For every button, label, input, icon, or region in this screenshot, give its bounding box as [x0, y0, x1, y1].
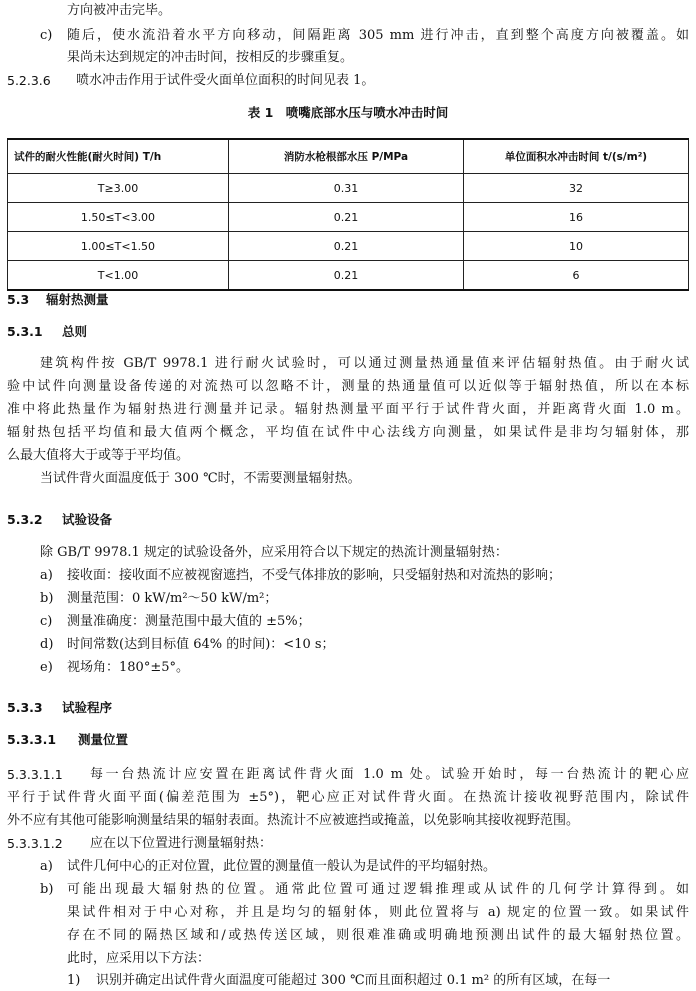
list-item: 接收面：接收面不应被视窗遮挡，不受气体排放的影响，只受辐射热和对流热的影响； — [67, 568, 562, 583]
list-item: 测量准确度：测量范围中最大值的 ±5%； — [67, 614, 311, 629]
section-title-532: 试验设备 — [62, 512, 113, 527]
list-item-line: 果试件相对于中心对称，并且是均匀的辐射体，则此位置将与 a) 规定的位置一致。如果试件 — [67, 905, 689, 920]
section-number-53311: 5.3.3.1.1 — [7, 767, 63, 782]
continuation-line: 方向被冲击完毕。 — [67, 3, 172, 18]
list-label: d) — [40, 637, 54, 652]
table-cell: 16 — [464, 203, 689, 232]
list-item: 试件几何中心的正对位置，此位置的测量值一般认为是试件的平均辐射热。 — [67, 859, 497, 874]
table-row — [8, 174, 689, 203]
table-cell: 0.21 — [229, 203, 464, 232]
section-text-5236: 喷水冲击作用于试件受火面单位面积的时间见表 1。 — [76, 73, 375, 88]
section-number-533: 5.3.3 — [7, 700, 43, 715]
list-label-c: c) — [40, 28, 53, 43]
paragraph-line: 每一台热流计应安置在距离试件背火面 1.0 m 处。试验开始时，每一台热流计的靶心应 — [90, 767, 689, 782]
table-cell: 1.00≤T<1.50 — [8, 232, 229, 261]
section-number-53312: 5.3.3.1.2 — [7, 836, 63, 851]
table-cell: 0.21 — [229, 261, 464, 291]
list-item: 视场角：180°±5°。 — [67, 660, 189, 675]
table-row — [8, 261, 689, 291]
section-number-532: 5.3.2 — [7, 512, 43, 527]
paragraph-line: 么最大值将大于或等于平均值。 — [7, 448, 190, 463]
list-item: 时间常数(达到目标值 64% 的时间)：<10 s； — [67, 637, 335, 652]
paragraph-line: 辐射热包括平均值和最大值两个概念，平均值在试件中心法线方向测量，如果试件是非均匀辐射体，那 — [7, 425, 689, 440]
list-item-line: 存在不同的隔热区域和/或热传送区域，则很难准确或明确地预测出试件的最大辐射热位置。 — [67, 928, 689, 943]
water-pressure-table — [7, 138, 689, 291]
list-label: b) — [40, 591, 54, 606]
table-cell: 1.50≤T<3.00 — [8, 203, 229, 232]
paragraph-line: 外不应有其他可能影响测量结果的辐射表面。热流计不应被遮挡或掩盖，以免影响其接收视野范围。 — [7, 813, 580, 828]
list-label: a) — [40, 568, 53, 583]
section-number-5331: 5.3.3.1 — [7, 732, 57, 747]
paragraph-line: 建筑构件按 GB/T 9978.1 进行耐火试验时，可以通过测量热通量值来评估辐射热值。由于耐火试 — [40, 356, 689, 371]
paragraph-line: 应在以下位置进行测量辐射热： — [90, 836, 273, 851]
paragraph-line: 验中试件向测量设备传递的对流热可以忽略不计，测量的热通量值可以近似等于辐射热值，所以在本标 — [7, 379, 689, 394]
section-number-53: 5.3 — [7, 292, 30, 307]
list-item: 测量范围：0 kW/m²～50 kW/m²； — [67, 591, 278, 606]
table-header-cell: 消防水枪根部水压 P/MPa — [229, 139, 464, 174]
table-title: 表 1 喷嘴底部水压与喷水冲击时间 — [247, 105, 449, 120]
table-cell: 0.21 — [229, 232, 464, 261]
table-cell: 0.31 — [229, 174, 464, 203]
list-item-line: 此时，应采用以下方法： — [67, 951, 211, 966]
section-title-53: 辐射热测量 — [46, 292, 109, 307]
section-title-5331: 测量位置 — [78, 732, 129, 747]
item-c-line1: 随后，使水流沿着水平方向移动，间隔距离 305 mm 进行冲击，直到整个高度方向被覆盖。如 — [67, 28, 689, 43]
section-number-5236: 5.2.3.6 — [7, 73, 51, 88]
table-cell: 6 — [464, 261, 689, 291]
section-title-533: 试验程序 — [62, 700, 113, 715]
table-header-row — [8, 139, 689, 174]
list-label: e) — [40, 660, 53, 675]
list-label: c) — [40, 614, 53, 629]
table-row — [8, 203, 689, 232]
list-label: a) — [40, 859, 53, 874]
list-label: b) — [40, 882, 54, 897]
paragraph-line: 除 GB/T 9978.1 规定的试验设备外，应采用符合以下规定的热流计测量辐射热： — [40, 545, 508, 560]
list-item: 识别并确定出试件背火面温度可能超过 300 ℃而且面积超过 0.1 m² 的所有区域，在每一 — [96, 973, 611, 988]
list-label: 1) — [67, 973, 81, 988]
section-number-531: 5.3.1 — [7, 324, 43, 339]
table-cell: 10 — [464, 232, 689, 261]
table-cell: T≥3.00 — [8, 174, 229, 203]
table-header-cell: 试件的耐火性能(耐火时间) T/h — [8, 139, 229, 174]
section-title-531: 总则 — [62, 324, 88, 339]
paragraph-line: 平行于试件背火面平面(偏差范围为 ±5°)，靶心应正对试件背火面。在热流计接收视野范围内，除试件 — [7, 790, 689, 805]
paragraph-line: 当试件背火面温度低于 300 ℃时，不需要测量辐射热。 — [40, 471, 361, 486]
paragraph-line: 准中将此热量作为辐射热进行测量并记录。辐射热测量平面平行于试件背火面，并距离背火面 1.0 m。 — [7, 402, 689, 417]
table-cell: T<1.00 — [8, 261, 229, 291]
table-cell: 32 — [464, 174, 689, 203]
table-header-cell: 单位面积水冲击时间 t/(s/m²) — [464, 139, 689, 174]
list-item-line: 可能出现最大辐射热的位置。通常此位置可通过逻辑推理或从试件的几何学计算得到。如 — [67, 882, 689, 897]
item-c-line2: 果尚未达到规定的冲击时间，按相反的步骤重复。 — [67, 50, 354, 65]
table-row — [8, 232, 689, 261]
